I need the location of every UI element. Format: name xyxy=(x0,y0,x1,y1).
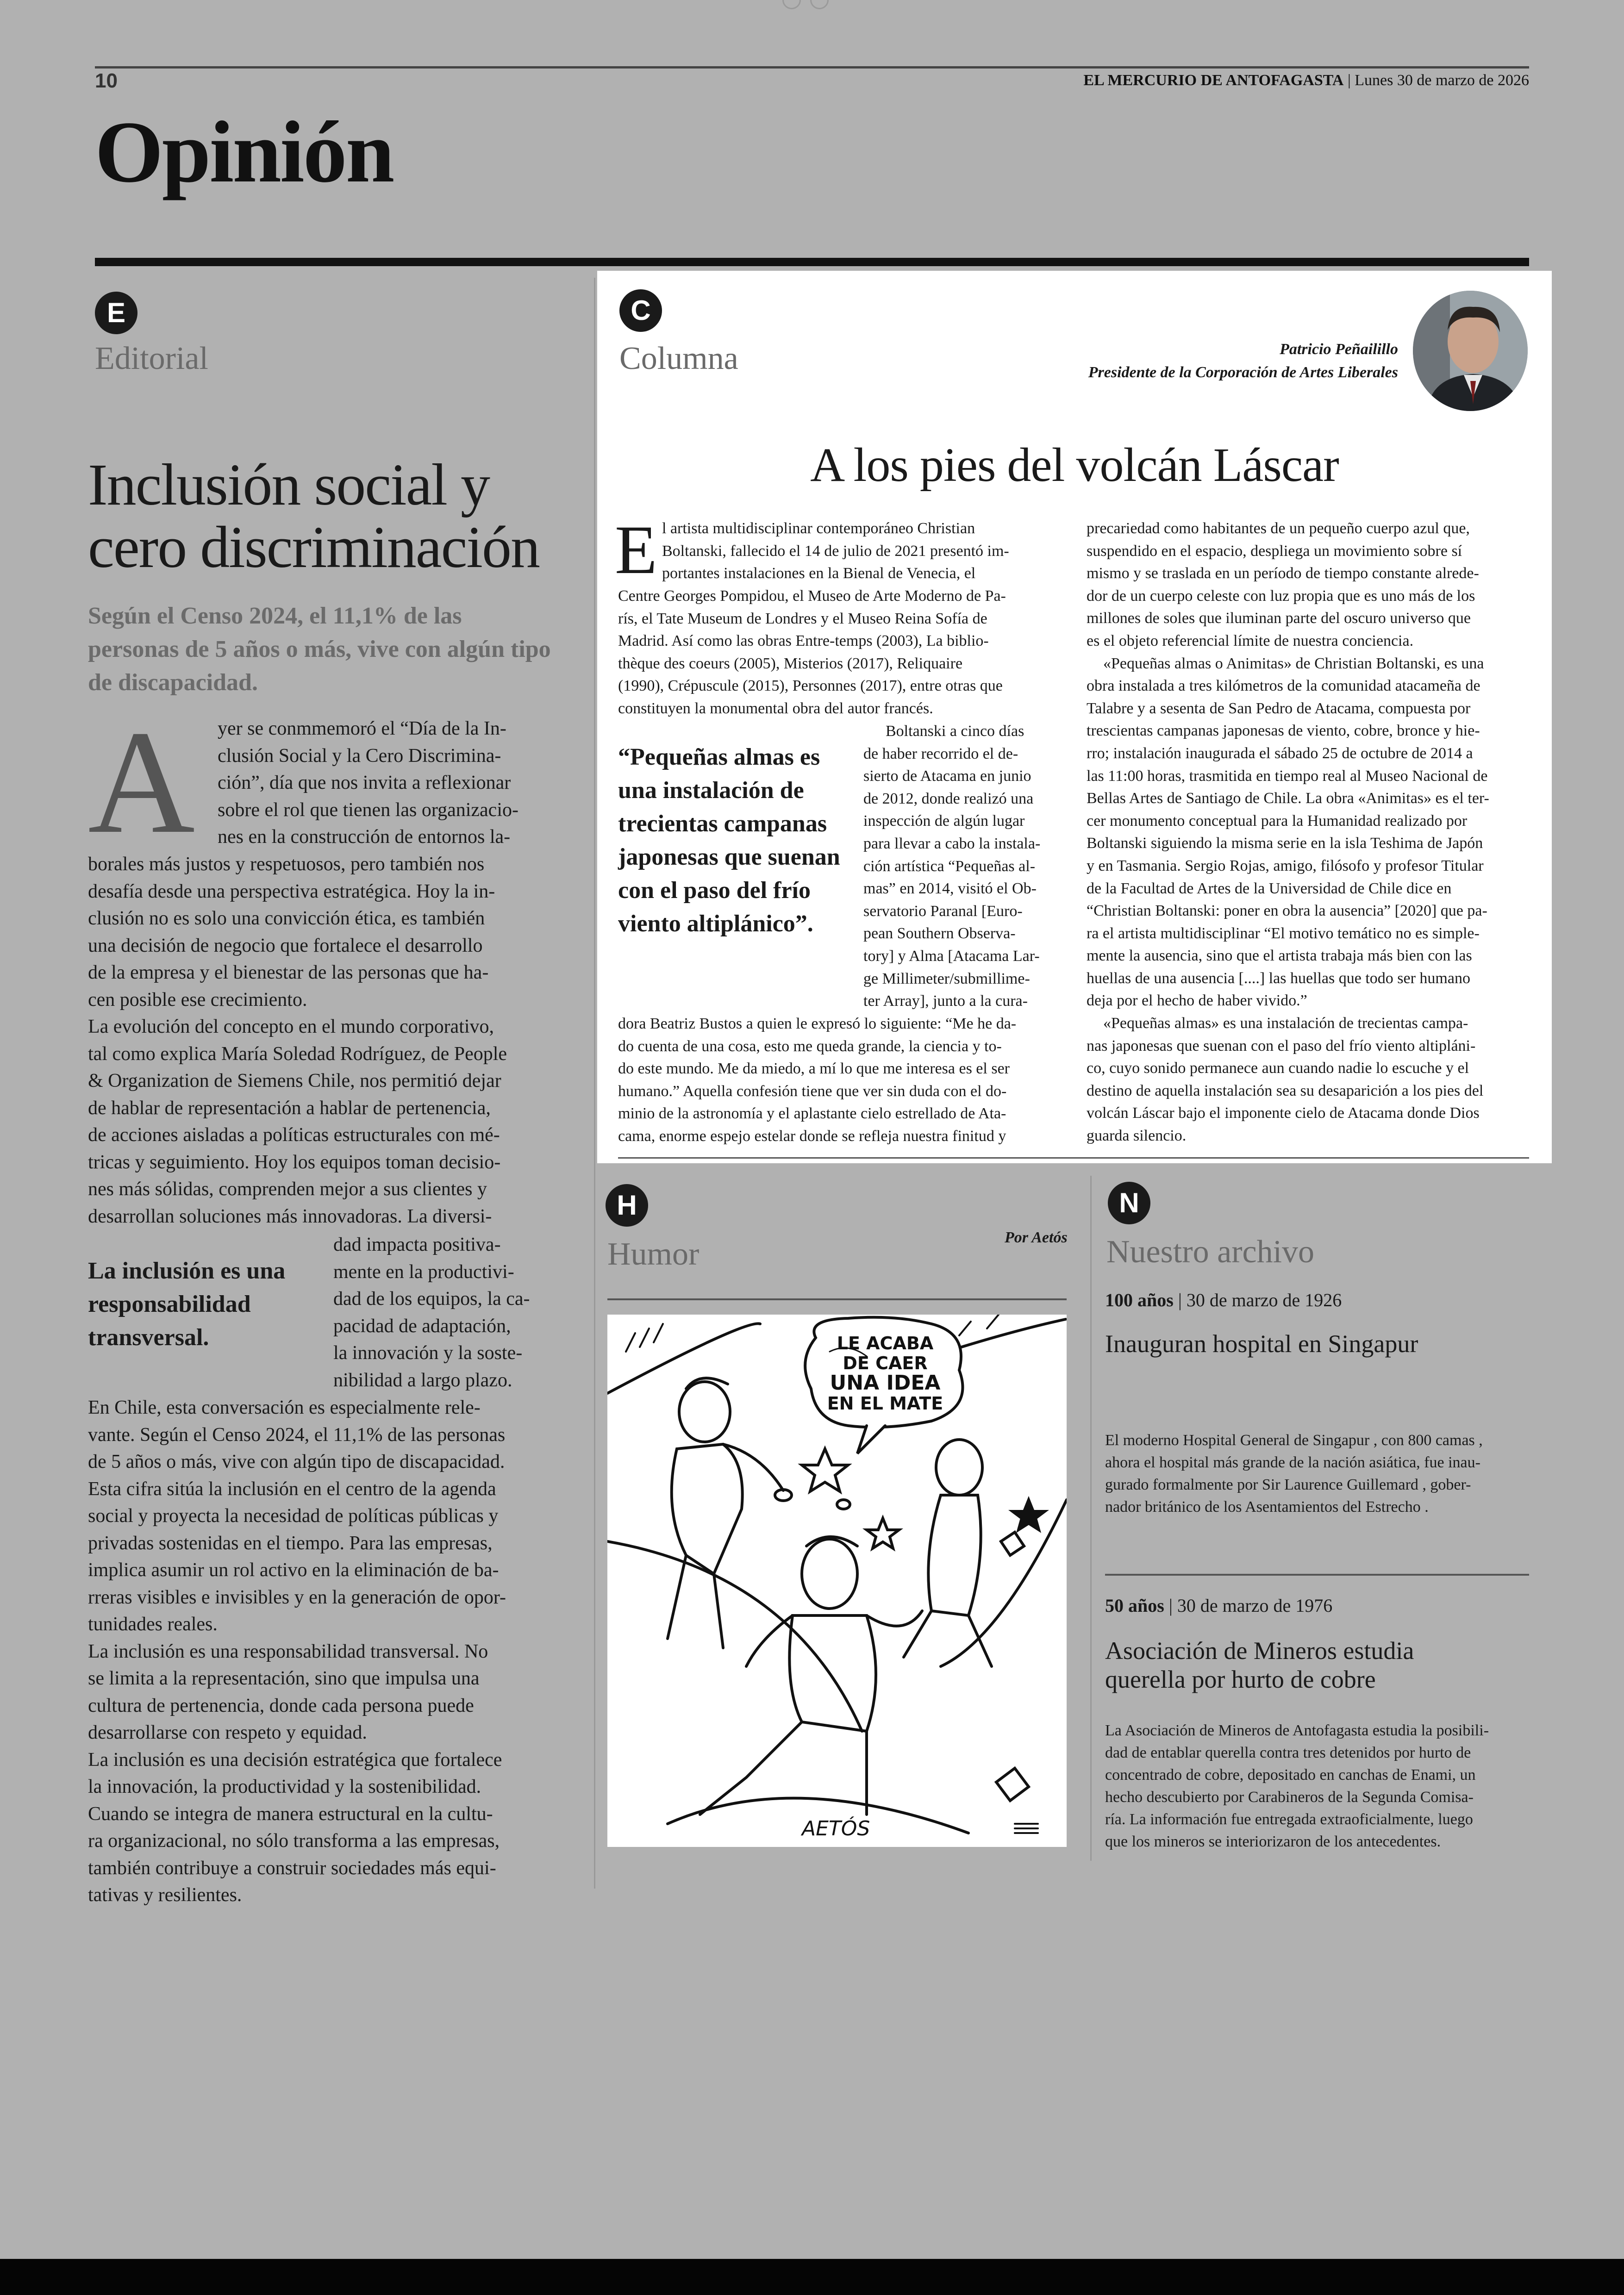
archive-rule xyxy=(1105,1574,1529,1576)
line: (1990), Crépuscule (2015), Personnes (2017), entre otras que xyxy=(618,677,1003,695)
line: social y proyecta la necesidad de políticas públicas y xyxy=(88,1505,499,1527)
line: destino de aquella instalación sea su desaparición a los pies del xyxy=(1087,1082,1484,1099)
line: nes más sólidas, comprenden mejor a sus clientes y xyxy=(88,1179,487,1200)
section-rule xyxy=(95,258,1529,266)
line: borales más justos y respetuosos, pero también nos xyxy=(88,854,485,875)
line: “Christian Boltanski: poner en obra la ausencia” [2020] que pa- xyxy=(1087,902,1487,920)
line: nas japonesas que suenan con el paso del frío viento altipláni- xyxy=(1087,1037,1476,1054)
line: yer se conmmemoró el “Día de la In- xyxy=(218,718,506,739)
archive-label: Nuestro archivo xyxy=(1106,1234,1315,1270)
archive-item-1-label: 100 años | 30 de marzo de 1926 xyxy=(1105,1290,1342,1310)
publication-name: EL MERCURIO DE ANTOFAGASTA xyxy=(1083,72,1344,89)
line: ge Millimeter/submillime- xyxy=(863,970,1030,987)
line: de hablar de representación a hablar de pertenencia, xyxy=(88,1097,491,1119)
column-body-top xyxy=(662,518,1059,585)
issue-date: Lunes 30 de marzo de 2026 xyxy=(1355,72,1529,89)
line: La evolución del concepto en el mundo corporativo, xyxy=(88,1016,494,1037)
editorial-para-1-cont xyxy=(88,851,556,1230)
line: y en Tasmania. Sergio Rojas, amigo, filósofo y profesor Titular xyxy=(1087,857,1484,874)
line: de la empresa y el bienestar de las personas que ha- xyxy=(88,962,489,983)
line: guarda silencio. xyxy=(1087,1127,1187,1145)
line: vante. Según el Censo 2024, el 11,1% de las personas xyxy=(88,1424,506,1446)
line: Bellas Artes de Santiago de Chile. La obra «Animitas» es el ter- xyxy=(1087,790,1489,807)
line: Centre Georges Pompidou, el Museo de Arte Moderno de Pa- xyxy=(618,587,1006,605)
line: dad impacta positiva- xyxy=(333,1234,501,1255)
line: desarrollarse con respeto y equidad. xyxy=(88,1722,367,1743)
line: tunidades reales. xyxy=(88,1614,218,1635)
line: nes en la construcción de entornos la- xyxy=(218,826,511,848)
line: Boltanski siguiendo la misma serie en la isla Teshima de Japón xyxy=(1087,835,1483,852)
line: ra el artista multidisciplinar “El motivo temático no es simple- xyxy=(1087,924,1480,942)
line: precariedad como habitantes de un pequeño cuerpo azul que, xyxy=(1087,520,1470,537)
line: clusión Social y la Cero Discrimina- xyxy=(218,745,501,767)
line: La Asociación de Mineros de Antofagasta estudia la posibili- xyxy=(1105,1722,1489,1739)
line: Boltanski, fallecido el 14 de julio de 2021 presentó im- xyxy=(662,542,1009,560)
line: mismo y se traslada en un período de tiempo constante alrede- xyxy=(1087,565,1479,582)
line: rís, el Tate Museum de Londres y el Museo Reina Sofía de xyxy=(618,610,987,627)
archive-item-1-title xyxy=(1105,1329,1526,1358)
line: las 11:00 horas, trasmitida en tiempo real al Museo Nacional de xyxy=(1087,767,1488,785)
line: dad de los equipos, la ca- xyxy=(333,1288,530,1310)
column-drop-cap: E xyxy=(615,511,657,588)
line: pean Southern Observa- xyxy=(863,925,1016,942)
line: l artista multidisciplinar contemporáneo Christian xyxy=(662,520,975,537)
line: obra instalada a tres kilómetros de la comunidad atacameña de xyxy=(1087,677,1480,695)
archive-item-1-text xyxy=(1105,1429,1531,1518)
line: Inauguran hospital en Singapur xyxy=(1105,1330,1418,1358)
humor-rule xyxy=(607,1298,1067,1300)
line: también contribuye a construir sociedades más equi- xyxy=(88,1857,496,1879)
line: Boltanski a cinco días xyxy=(886,723,1024,740)
archive-item-2-title xyxy=(1105,1636,1526,1694)
bubble-line: UNA IDEA xyxy=(830,1371,941,1395)
humor-badge: H xyxy=(606,1184,648,1227)
author-avatar xyxy=(1413,291,1528,411)
line: de 2012, donde realizó una xyxy=(863,790,1034,807)
line: En Chile, esta conversación es especialmente rele- xyxy=(88,1397,481,1418)
next-page-icon[interactable] xyxy=(810,0,829,9)
archive-years: 50 años xyxy=(1105,1595,1164,1616)
line: se limita a la representación, sino que impulsa una xyxy=(88,1668,480,1689)
line: nador británico de los Asentamientos del Estrecho . xyxy=(1105,1498,1429,1515)
line: do cuenta de una cosa, esto me queda grande, la ciencia y to- xyxy=(618,1037,1002,1055)
line: la innovación y la soste- xyxy=(333,1342,523,1364)
column-divider xyxy=(594,278,595,1889)
column-body-bottom xyxy=(618,1013,1059,1148)
humor-cartoon xyxy=(607,1315,1067,1847)
archive-date: 30 de marzo de 1926 xyxy=(1186,1290,1342,1310)
top-rule xyxy=(95,66,1529,69)
line: thèque des coeurs (2005), Misterios (2017), Reliquaire xyxy=(618,655,963,672)
line: huellas de una ausencia [....] las huellas que todo ser humano xyxy=(1087,969,1470,987)
masthead: EL MERCURIO DE ANTOFAGASTA | Lunes 30 de marzo de 2026 xyxy=(1083,72,1529,89)
line: es el objeto referencial límite de nuestra conciencia. xyxy=(1087,632,1414,649)
column-body-narrow xyxy=(863,720,1059,1013)
bubble-line: EN EL MATE xyxy=(827,1393,943,1414)
editorial-lead: Según el Censo 2024, el 11,1% de las personas de 5 años o más, vive con algún tipo de discapacidad. xyxy=(88,603,551,696)
archive-years: 100 años xyxy=(1105,1290,1174,1310)
line: La inclusión es una responsabilidad transversal. No xyxy=(88,1640,488,1662)
line: & Organization de Siemens Chile, nos permitió dejar xyxy=(88,1070,501,1091)
line: ría. La información fue entregada extraoficialmente, luego xyxy=(1105,1811,1473,1828)
line: tativas y resilientes. xyxy=(88,1884,242,1906)
column-title: A los pies del volcán Láscar xyxy=(810,438,1339,492)
page-nav[interactable] xyxy=(778,0,847,14)
column-body-full xyxy=(618,585,1059,720)
line: desafía desde una perspectiva estratégica. Hoy la in- xyxy=(88,880,495,902)
line: mas” en 2014, visitó el Ob- xyxy=(863,880,1037,898)
archive-item-2-text xyxy=(1105,1720,1531,1853)
line: de 5 años o más, vive con algún tipo de discapacidad. xyxy=(88,1451,505,1472)
line: implica asumir un rol activo en la eliminación de ba- xyxy=(88,1559,499,1581)
line: Cuando se integra de manera estructural en la cultu- xyxy=(88,1803,493,1825)
line: sierto de Atacama en junio xyxy=(863,767,1031,785)
author-role: Presidente de la Corporación de Artes Liberales xyxy=(1088,364,1398,381)
humor-author: Por Aetós xyxy=(1005,1229,1068,1246)
prev-page-icon[interactable] xyxy=(782,0,801,9)
line: privadas sostenidas en el tiempo. Para las empresas, xyxy=(88,1532,493,1554)
line: cer monumento conceptual para la Humanidad realizado por xyxy=(1087,812,1468,829)
column-pullquote: “Pequeñas almas es una instalación de trecientas campanas japonesas que suenan con el paso del frío viento altiplánico”. xyxy=(618,744,840,937)
line: cama, enorme espejo estelar donde se refleja nuestra finitud y xyxy=(618,1127,1006,1145)
line: trescientas campanas japonesas de viento, cobre, bronce y hie- xyxy=(1087,722,1480,740)
line: La inclusión es una decisión estratégica que fortalece xyxy=(88,1749,502,1771)
line: «Pequeñas almas» es una instalación de trecientas campa- xyxy=(1103,1015,1468,1032)
line: rro; instalación inaugurada el sábado 25 de octubre de 2014 a xyxy=(1087,744,1473,762)
author-portrait xyxy=(1413,291,1528,411)
line: ción”, día que nos invita a reflexionar xyxy=(218,772,511,793)
line: para llevar a cabo la instala- xyxy=(863,835,1041,852)
editorial-drop-cap: A xyxy=(88,700,195,864)
line: cen posible ese crecimiento. xyxy=(88,989,307,1010)
line: hecho descubierto por Carabineros de la Segunda Comisa- xyxy=(1105,1789,1474,1806)
line: dora Beatriz Bustos a quien le expresó lo siguiente: “Me he da- xyxy=(618,1015,1017,1032)
line: do este mundo. Me da miedo, a mí lo que me interesa es el ser xyxy=(618,1060,1010,1078)
line: El moderno Hospital General de Singapur , con 800 camas , xyxy=(1105,1432,1483,1449)
line: rreras visibles e invisibles y en la generación de opor- xyxy=(88,1586,506,1608)
line: dad de entablar querella contra tres detenidos por hurto de xyxy=(1105,1744,1471,1761)
line: tal como explica María Soledad Rodríguez, de People xyxy=(88,1043,507,1065)
humor-label: Humor xyxy=(607,1236,700,1272)
editorial-badge: E xyxy=(95,292,137,334)
line: que los mineros se interiorizaron de los antecedentes. xyxy=(1105,1833,1441,1850)
editorial-headline: Inclusión social y cero discriminación xyxy=(88,452,539,580)
column-bottom-rule xyxy=(618,1157,1529,1159)
line: Esta cifra sitúa la inclusión en el centro de la agenda xyxy=(88,1478,496,1500)
line: una decisión de negocio que fortalece el desarrollo xyxy=(88,935,483,956)
line: constituyen la monumental obra del autor francés. xyxy=(618,699,933,717)
line: deja por el hecho de haber vivido.” xyxy=(1087,992,1307,1010)
author-name: Patricio Peñailillo xyxy=(1280,341,1398,358)
archive-item-2-label: 50 años | 30 de marzo de 1976 xyxy=(1105,1595,1333,1616)
editorial-label: Editorial xyxy=(95,341,208,376)
line: ter Array], junto a la cura- xyxy=(863,992,1028,1010)
cartoon-signature: AETÓS xyxy=(802,1817,870,1840)
column-label: Columna xyxy=(619,341,738,376)
line: minio de la astronomía y el aplastante cielo estrellado de Ata- xyxy=(618,1105,1006,1123)
bubble-line: DE CAER xyxy=(843,1353,928,1373)
line: dor de un cuerpo celeste con luz propia que es uno más de los xyxy=(1087,587,1475,605)
line: ahora el hospital más grande de la nación asiática, fue inau- xyxy=(1105,1454,1480,1471)
viewer-footer-bar xyxy=(0,2259,1624,2295)
editorial-pullquote: La inclusión es una responsabilidad transversal. xyxy=(88,1258,286,1351)
line: servatorio Paranal [Euro- xyxy=(863,902,1023,920)
line: co, cuyo sonido permanece aun cuando nadie lo escuche y el xyxy=(1087,1060,1469,1077)
line: tricas y seguimiento. Hoy los equipos toman decisio- xyxy=(88,1151,501,1173)
line: de acciones aisladas a políticas estructurales con mé- xyxy=(88,1124,500,1146)
line: de la Facultad de Artes de la Universidad de Chile dice en xyxy=(1087,879,1452,897)
line: millones de soles que iluminan parte del oscuro universo que xyxy=(1087,610,1471,627)
line: ción artística “Pequeñas al- xyxy=(863,857,1036,875)
archive-divider xyxy=(1090,1176,1092,1861)
line: ra organizacional, no sólo transforma a las empresas, xyxy=(88,1830,500,1852)
bubble-line: LE ACABA xyxy=(837,1333,934,1353)
line: portantes instalaciones en la Bienal de Venecia, el xyxy=(662,565,976,582)
line: clusión no es solo una convicción ética, es también xyxy=(88,908,485,929)
archive-date: 30 de marzo de 1976 xyxy=(1177,1595,1333,1616)
line: concentrado de cobre, depositado en canchas de Enami, un xyxy=(1105,1766,1476,1784)
section-title: Opinión xyxy=(95,104,394,201)
line: desarrollan soluciones más innovadoras. La diversi- xyxy=(88,1205,492,1227)
line: «Pequeñas almas o Animitas» de Christian Boltanski, es una xyxy=(1103,655,1484,672)
line: la innovación, la productividad y la sostenibilidad. xyxy=(88,1776,481,1797)
line: sobre el rol que tienen las organizacio- xyxy=(218,799,518,821)
line: querella por hurto de cobre xyxy=(1105,1665,1376,1693)
line: inspección de algún lugar xyxy=(863,812,1025,830)
line: volcán Láscar bajo el imponente cielo de Atacama donde Dios xyxy=(1087,1104,1480,1122)
line: suspendido en el espacio, despliega un movimiento sobre sí xyxy=(1087,542,1462,560)
column-body-right xyxy=(1087,518,1529,1148)
column-badge: C xyxy=(619,289,662,332)
line: Talabre y a sesenta de San Pedro de Atacama, compuesta por xyxy=(1087,699,1471,717)
line: Asociación de Mineros estudia xyxy=(1105,1637,1414,1665)
line: de haber recorrido el de- xyxy=(863,745,1018,762)
page-number: 10 xyxy=(95,69,118,92)
line: Madrid. Así como las obras Entre-temps (2003), La biblio- xyxy=(618,632,989,650)
editorial-para-3 xyxy=(88,1394,556,1909)
editorial-para-1 xyxy=(218,715,551,851)
cartoon-illustration xyxy=(607,1315,1067,1847)
line: humano.” Aquella confesión tiene que ver sin duda con el do- xyxy=(618,1082,1007,1100)
line: mente en la productivi- xyxy=(333,1261,514,1283)
line: cultura de pertenencia, donde cada persona puede xyxy=(88,1695,474,1716)
archive-badge: N xyxy=(1108,1182,1150,1224)
line: mente la ausencia, sino que el artista trabaja más bien con las xyxy=(1087,947,1472,965)
line: tory] y Alma [Atacama Lar- xyxy=(863,947,1040,965)
line: pacidad de adaptación, xyxy=(333,1315,511,1337)
line: gurado formalmente por Sir Laurence Guillemard , gober- xyxy=(1105,1476,1471,1493)
editorial-para-2 xyxy=(333,1231,556,1394)
line: nibilidad a largo plazo. xyxy=(333,1369,512,1391)
column-author xyxy=(1051,338,1398,384)
